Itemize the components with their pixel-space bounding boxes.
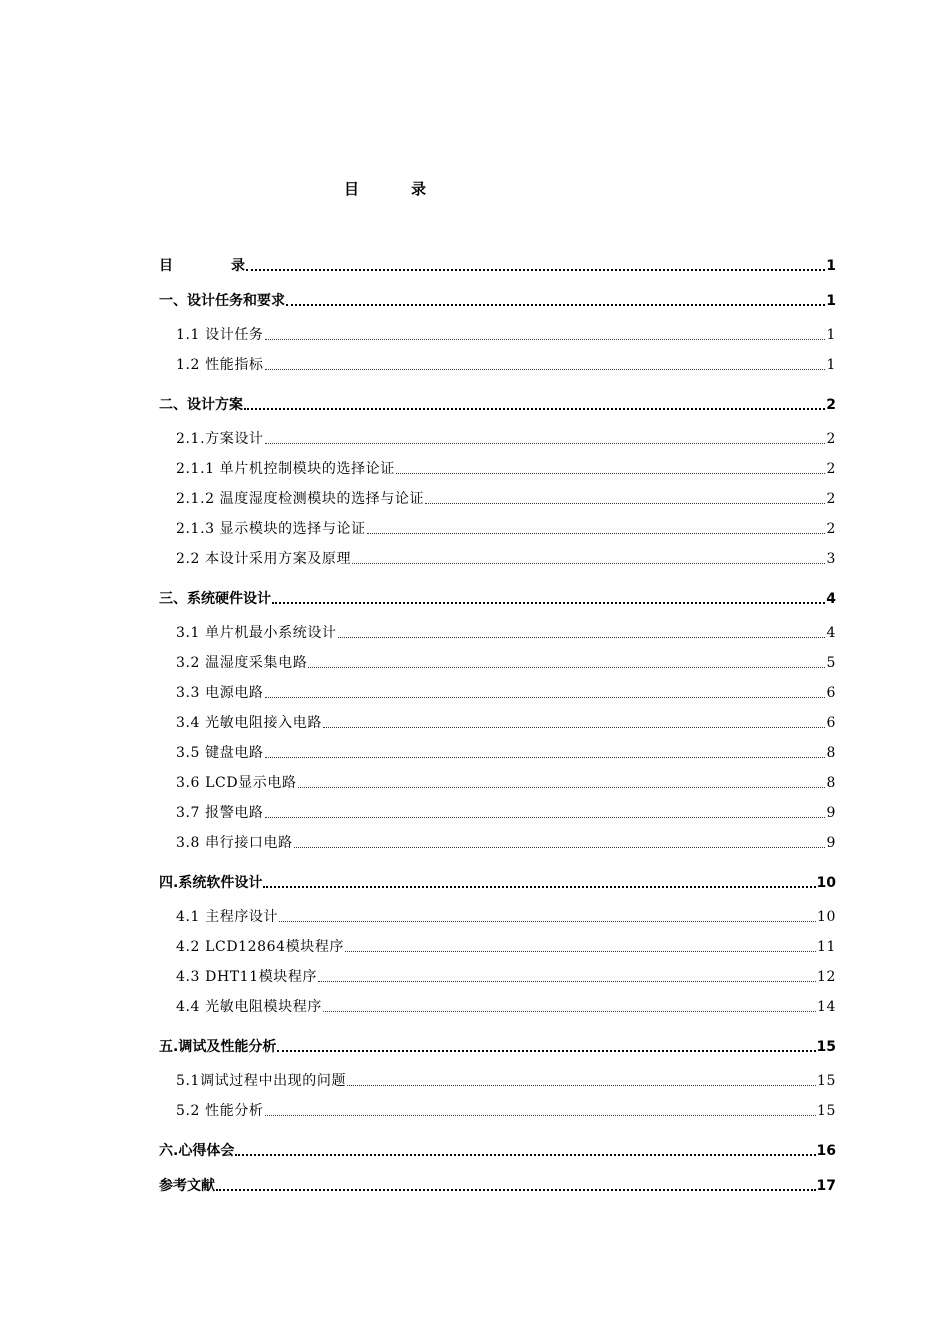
toc-entry[interactable] — [176, 623, 836, 643]
toc-entry-label: 2.1.2 温度湿度检测模块的选择与论证 — [176, 491, 425, 507]
toc-entry[interactable] — [176, 967, 836, 987]
toc-entry[interactable] — [159, 1037, 836, 1057]
toc-entry[interactable] — [176, 429, 836, 449]
toc-entry-label: 三、系统硬件设计 — [159, 591, 271, 607]
toc-entry-label: 目 录 — [159, 258, 245, 274]
toc-entry-page: 1 — [826, 357, 836, 373]
toc-leader — [263, 886, 815, 888]
toc-entry-page: 15 — [816, 1073, 836, 1089]
toc-entry-label: 3.2 温湿度采集电路 — [176, 655, 308, 671]
toc-entry-label: 1.1 设计任务 — [176, 327, 264, 343]
toc-entry-page: 16 — [816, 1143, 836, 1159]
toc-leader — [216, 1189, 816, 1191]
toc-entry-page: 2 — [826, 521, 836, 537]
toc-leader — [318, 981, 816, 982]
toc-entry-page: 2 — [826, 461, 836, 477]
toc-entry-page: 11 — [816, 939, 836, 955]
toc-entry-label: 2.2 本设计采用方案及原理 — [176, 551, 352, 567]
toc-entry-label: 参考文献 — [159, 1178, 215, 1194]
toc-entry-page: 2 — [826, 397, 836, 413]
toc-entry-page: 15 — [816, 1039, 836, 1055]
toc-entry[interactable] — [176, 519, 836, 539]
toc-entry-label: 4.4 光敏电阻模块程序 — [176, 999, 322, 1015]
toc-entry[interactable] — [159, 873, 836, 893]
toc-leader — [396, 473, 826, 474]
toc-leader — [277, 1050, 815, 1052]
toc-entry[interactable] — [176, 713, 836, 733]
toc-entry-label: 一、设计任务和要求 — [159, 293, 285, 309]
toc-leader — [246, 269, 825, 271]
toc-entry-page: 4 — [826, 591, 836, 607]
toc-entry-label: 六.心得体会 — [159, 1143, 235, 1159]
toc-entry[interactable] — [176, 653, 836, 673]
toc-entry[interactable] — [176, 355, 836, 375]
toc-entry-page: 9 — [826, 805, 836, 821]
toc-entry-label: 4.2 LCD12864模块程序 — [176, 939, 345, 955]
toc-leader — [272, 602, 825, 604]
toc-entry[interactable] — [176, 325, 836, 345]
toc-leader — [323, 727, 826, 728]
toc-entry-page: 10 — [816, 909, 836, 925]
page-title-part1: 目 — [343, 180, 359, 198]
toc-entry-label: 3.4 光敏电阻接入电路 — [176, 715, 322, 731]
toc-entry-page: 10 — [816, 875, 836, 891]
toc-entry-page: 2 — [826, 491, 836, 507]
toc-entry[interactable] — [176, 833, 836, 853]
toc-entry-page: 9 — [826, 835, 836, 851]
toc-leader — [298, 787, 826, 788]
toc-entry[interactable] — [176, 937, 836, 957]
toc-leader — [294, 847, 826, 848]
toc-leader — [265, 1115, 816, 1116]
toc-entry[interactable] — [176, 803, 836, 823]
toc-entry[interactable] — [176, 1071, 836, 1091]
toc-entry-label: 二、设计方案 — [159, 397, 243, 413]
toc-entry-label: 2.1.方案设计 — [176, 431, 264, 447]
toc-entry-label: 3.5 键盘电路 — [176, 745, 264, 761]
toc-leader — [265, 339, 826, 340]
toc-entry-label: 5.1调试过程中出现的问题 — [176, 1073, 347, 1089]
toc-entry-page: 6 — [826, 715, 836, 731]
page-title-part2: 录 — [411, 180, 427, 198]
toc-entry-page: 15 — [816, 1103, 836, 1119]
toc-entry-label: 五.调试及性能分析 — [159, 1039, 277, 1055]
toc-entry[interactable] — [159, 589, 836, 609]
toc-leader — [345, 951, 816, 952]
toc-leader — [235, 1154, 815, 1156]
toc-entry[interactable] — [176, 549, 836, 569]
toc-entry-label: 3.3 电源电路 — [176, 685, 264, 701]
toc-leader — [265, 817, 826, 818]
toc-entry-contents[interactable] — [159, 256, 836, 276]
toc-entry-page: 1 — [826, 293, 836, 309]
toc-entry-label: 4.1 主程序设计 — [176, 909, 279, 925]
toc-entry-page: 5 — [826, 655, 836, 671]
toc-leader — [244, 408, 825, 410]
toc-leader — [323, 1011, 816, 1012]
toc-leader — [265, 757, 826, 758]
toc-entry-label: 2.1.1 单片机控制模块的选择论证 — [176, 461, 395, 477]
toc-entry[interactable] — [159, 1141, 836, 1161]
toc-entry[interactable] — [159, 395, 836, 415]
toc-leader — [265, 369, 826, 370]
toc-entry[interactable] — [159, 291, 836, 311]
toc-entry-page: 12 — [816, 969, 836, 985]
toc-leader — [265, 697, 826, 698]
toc-entry-page: 6 — [826, 685, 836, 701]
toc-leader — [367, 533, 826, 534]
toc-entry-page: 4 — [826, 625, 836, 641]
toc-entry-page: 1 — [826, 327, 836, 343]
toc-entry-label: 4.3 DHT11模块程序 — [176, 969, 318, 985]
toc-entry[interactable] — [176, 1101, 836, 1121]
toc-leader — [279, 921, 816, 922]
toc-leader — [338, 637, 826, 638]
toc-entry[interactable] — [176, 459, 836, 479]
toc-entry[interactable] — [176, 683, 836, 703]
toc-entry-label: 3.7 报警电路 — [176, 805, 264, 821]
page-title — [0, 178, 770, 199]
toc-entry-label: 3.6 LCD显示电路 — [176, 775, 297, 791]
toc-entry[interactable] — [176, 489, 836, 509]
toc-entry[interactable] — [176, 907, 836, 927]
toc-leader — [265, 443, 826, 444]
toc-leader — [352, 563, 825, 564]
toc-entry-label: 3.8 串行接口电路 — [176, 835, 293, 851]
toc-entry-label: 1.2 性能指标 — [176, 357, 264, 373]
toc-entry-label: 5.2 性能分析 — [176, 1103, 264, 1119]
toc-entry-page: 17 — [816, 1178, 836, 1194]
toc-entry[interactable] — [176, 743, 836, 763]
toc-entry[interactable] — [159, 1176, 836, 1196]
toc-leader — [308, 667, 825, 668]
toc-entry[interactable] — [176, 997, 836, 1017]
toc-entry-page: 3 — [826, 551, 836, 567]
toc-leader — [347, 1085, 816, 1086]
toc-entry-label: 四.系统软件设计 — [159, 875, 263, 891]
toc-entry[interactable] — [176, 773, 836, 793]
toc-leader — [425, 503, 825, 504]
toc-entry-page: 14 — [816, 999, 836, 1015]
toc-entry-page: 8 — [826, 775, 836, 791]
toc-entry-label: 3.1 单片机最小系统设计 — [176, 625, 337, 641]
toc-entry-page: 8 — [826, 745, 836, 761]
toc-entry-label: 2.1.3 显示模块的选择与论证 — [176, 521, 366, 537]
toc-leader — [286, 304, 825, 306]
toc-entry-page: 2 — [826, 431, 836, 447]
toc-entry-page: 1 — [826, 258, 836, 274]
